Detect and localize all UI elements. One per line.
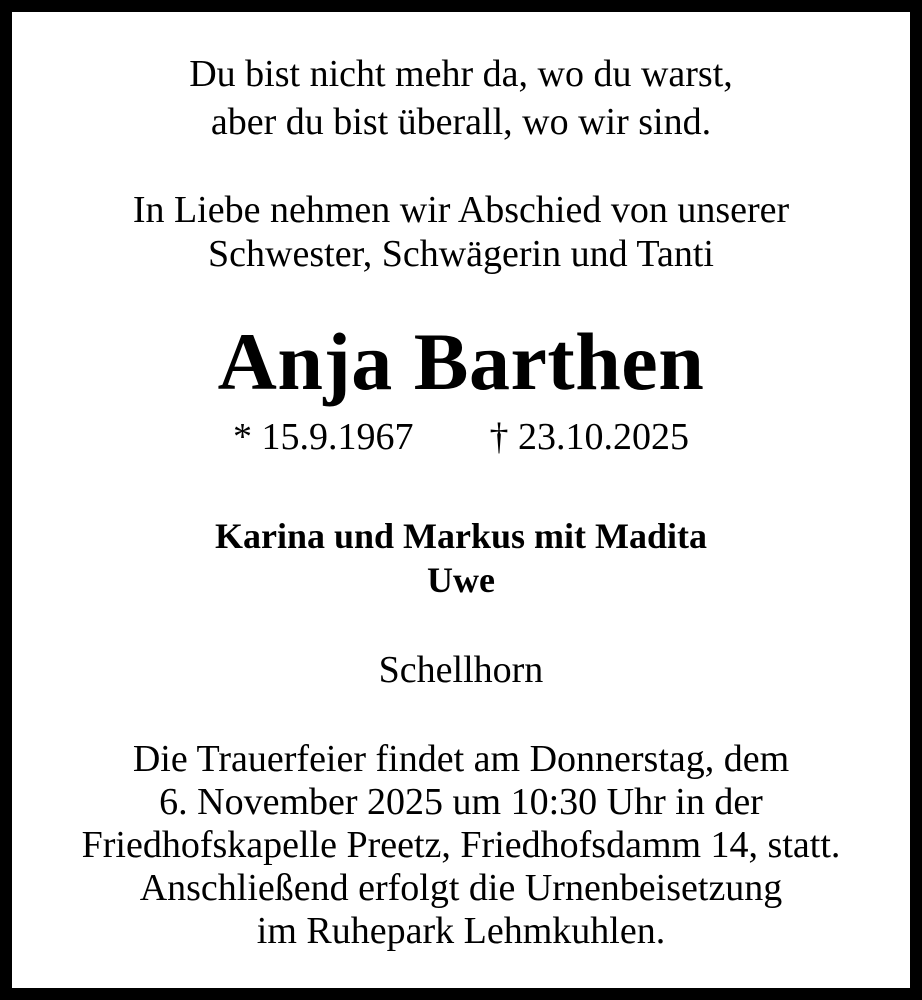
family-place: Schellhorn	[378, 649, 544, 691]
death-date: † 23.10.2025	[489, 416, 689, 458]
service-line: Die Trauerfeier findet am Donnerstag, dem	[132, 738, 790, 780]
service-line: Friedhofskapelle Preetz, Friedhofsdamm 14, statt.	[81, 824, 841, 866]
quote-line: aber du bist überall, wo wir sind.	[210, 101, 712, 143]
birth-date: * 15.9.1967	[233, 416, 414, 458]
deceased-name: Anja Barthen	[217, 316, 705, 407]
mourner-line: Karina und Markus mit Madita	[214, 516, 708, 556]
life-dates	[24, 414, 898, 460]
quote-line: Du bist nicht mehr da, wo du warst,	[189, 53, 733, 95]
mourner-line: Uwe	[427, 560, 495, 600]
intro-line: Schwester, Schwägerin und Tanti	[208, 233, 714, 275]
service-details	[24, 738, 898, 953]
mourners-list	[24, 514, 898, 602]
service-line: Anschließend erfolgt die Urnenbeisetzung	[139, 867, 783, 909]
farewell-intro	[24, 188, 898, 276]
intro-line: In Liebe nehmen wir Abschied von unserer	[132, 189, 790, 231]
service-line: 6. November 2025 um 10:30 Uhr in der	[159, 781, 763, 823]
memorial-quote	[24, 50, 898, 146]
service-line: im Ruhepark Lehmkuhlen.	[256, 910, 666, 952]
